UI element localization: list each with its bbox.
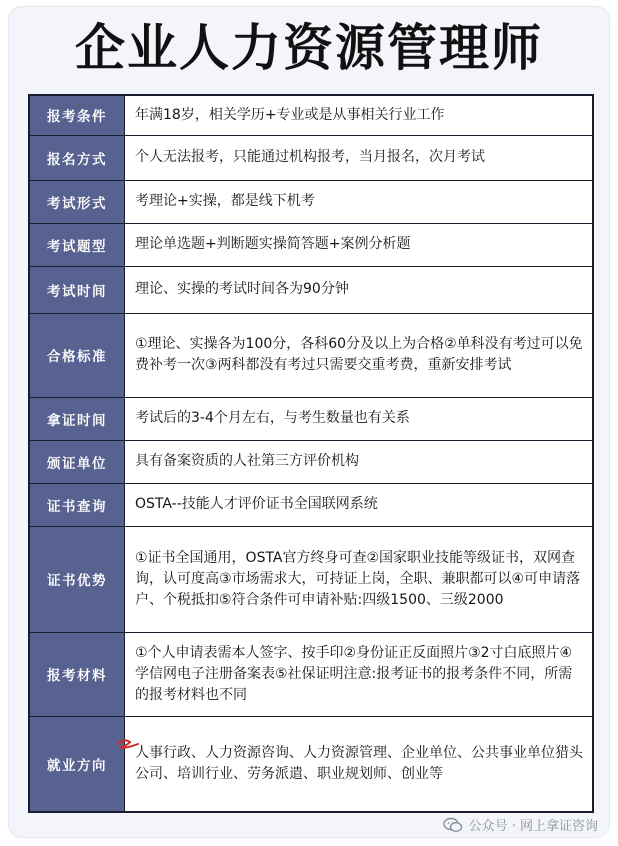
table-row [29, 223, 593, 266]
row-label: 考试形式 [29, 180, 125, 223]
row-label: 报考材料 [29, 632, 125, 716]
row-value: 考理论+实操，都是线下机考 [125, 180, 594, 223]
row-label: 颁证单位 [29, 440, 125, 483]
row-label: 考试题型 [29, 223, 125, 266]
row-label: 报考条件 [29, 95, 125, 135]
info-table [28, 94, 594, 813]
row-value: 考试后的3-4个月左右，与考生数量也有关系 [125, 397, 594, 440]
table-row [29, 716, 593, 812]
table-row [29, 483, 593, 526]
row-label: 证书查询 [29, 483, 125, 526]
table-row [29, 135, 593, 180]
row-value: 人事行政、人力资源咨询、人力资源管理、企业单位、公共事业单位猎头公司、培训行业、劳务派遣、职业规划师、创业等 [125, 716, 594, 812]
row-value: 年满18岁，相关学历+专业或是从事相关行业工作 [125, 95, 594, 135]
table-row [29, 632, 593, 716]
row-value: 理论、实操的考试时间各为90分钟 [125, 266, 594, 313]
row-label: 合格标准 [29, 313, 125, 397]
table-row [29, 440, 593, 483]
wechat-icon [443, 817, 463, 833]
table-row [29, 397, 593, 440]
table-row [29, 266, 593, 313]
row-label: 证书优势 [29, 526, 125, 632]
page-title: 企业人力资源管理师 [75, 19, 543, 77]
row-value: 具有备案资质的人社第三方评价机构 [125, 440, 594, 483]
table-row [29, 95, 593, 135]
row-value: ①个人申请表需本人签字、按手印②身份证正反面照片③2寸白底照片④学信网电子注册备案表⑤社保证明注意:报考证书的报考条件不同，所需的报考材料也不同 [125, 632, 594, 716]
row-label: 报名方式 [29, 135, 125, 180]
row-value: 个人无法报考，只能通过机构报考，当月报名，次月考试 [125, 135, 594, 180]
row-label: 就业方向 [29, 716, 125, 812]
footer-text: 公众号 · 网上拿证咨询 [468, 819, 598, 834]
table-row [29, 526, 593, 632]
table-row [29, 313, 593, 397]
footer [443, 815, 598, 834]
row-value: 理论单选题+判断题实操简答题+案例分析题 [125, 223, 594, 266]
row-value: ①证书全国通用，OSTA官方终身可查②国家职业技能等级证书，双网查询，认可度高③市场需求大，可持证上岗，全职、兼职都可以④可申请落户、个税抵扣⑤符合条件可申请补贴:四级1500、三级2000 [125, 526, 594, 632]
row-value: ①理论、实操各为100分，各科60分及以上为合格②单科没有考过可以免费补考一次③两科都没有考过只需要交重考费，重新安排考试 [125, 313, 594, 397]
check-mark-icon [116, 736, 140, 750]
row-label: 考试时间 [29, 266, 125, 313]
row-label: 拿证时间 [29, 397, 125, 440]
row-value: OSTA--技能人才评价证书全国联网系统 [125, 483, 594, 526]
table-row [29, 180, 593, 223]
